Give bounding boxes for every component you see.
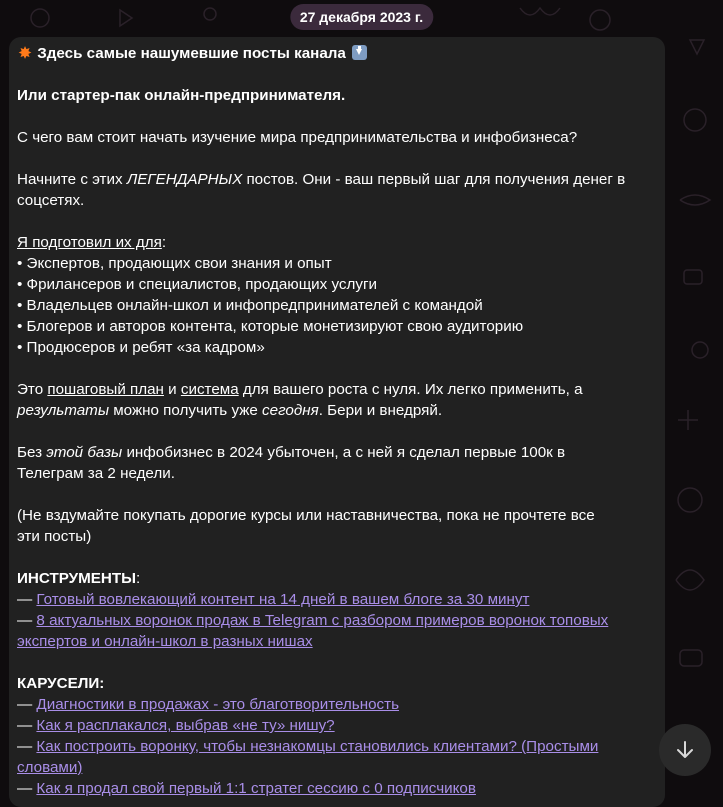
list-item: • Фрилансеров и специалистов, продающих услуги <box>17 276 377 293</box>
carousel-link-niche[interactable]: Как я расплакался, выбрав «не ту» нишу? <box>36 717 335 734</box>
warning-paragraph: (Не вздумайте покупать дорогие курсы или наставничества, пока не прочтете все эти посты) <box>17 507 595 545</box>
collision-emoji-icon: ✸ <box>18 45 32 62</box>
plan-paragraph: Это пошаговый план и система для вашего роста с нуля. Их легко применить, а результаты можно получить уже сегодня. Бери и внедряй. <box>17 381 583 419</box>
prepared-for-label: Я подготовил их для <box>17 234 162 251</box>
base-paragraph: Без этой базы инфобизнес в 2024 убыточен, а с ней я сделал первые 100к в Телеграм за 2 недели. <box>17 444 566 482</box>
list-item: • Владельцев онлайн-школ и инфопредпринимателей с командой <box>17 297 483 314</box>
list-item: • Экспертов, продающих свои знания и опыт <box>17 255 332 272</box>
carousel-link-first-session[interactable]: Как я продал свой первый 1:1 стратег сессию с 0 подписчиков <box>36 780 476 797</box>
channel-post-bubble <box>9 37 665 807</box>
audience-list: Я подготовил их для: • Экспертов, продающих свои знания и опыт • Фрилансеров и специалистов, продающих услуги • Владельцев онлайн-школ и инфопредпринимателей с командой • Блогеров и авторов контента, которые монетизируют свою аудиторию • Продюсеров и ребят «за кадром» <box>17 232 657 358</box>
carousels-heading: КАРУСЕЛИ: <box>17 675 105 692</box>
down-arrow-emoji-icon <box>352 45 367 60</box>
list-item: • Блогеров и авторов контента, которые монетизируют свою аудиторию <box>17 318 524 335</box>
tools-section: ИНСТРУМЕНТЫ: — Готовый вовлекающий контент на 14 дней в вашем блоге за 30 минут — 8 актуальных воронок продаж в Telegram с разбором примеров воронок топовых экспертов и онлайн-школ в разных нишах <box>17 570 609 650</box>
arrow-down-icon <box>674 739 696 761</box>
post-question: С чего вам стоит начать изучение мира предпринимательства и инфобизнеса? <box>17 129 578 146</box>
start-paragraph: Начните с этих ЛЕГЕНДАРНЫХ постов. Они - ваш первый шаг для получения денег в соцсетях. <box>17 171 626 209</box>
date-separator: 27 декабря 2023 г. <box>290 4 433 30</box>
carousel-link-diagnostics[interactable]: Диагностики в продажах - это благотворительность <box>36 696 400 713</box>
scroll-to-bottom-button[interactable] <box>659 724 711 776</box>
carousel-link-funnel-cont[interactable]: словами) <box>17 759 83 776</box>
post-headline: Здесь самые нашумевшие посты канала <box>37 45 346 62</box>
tools-heading: ИНСТРУМЕНТЫ <box>17 570 137 587</box>
tools-link-funnels[interactable]: 8 актуальных воронок продаж в Telegram с разбором примеров воронок топовых <box>36 612 609 629</box>
tools-link-content[interactable]: Готовый вовлекающий контент на 14 дней в вашем блоге за 30 минут <box>36 591 530 608</box>
post-subtitle: Или стартер-пак онлайн-предпринимателя. <box>17 87 346 104</box>
carousels-section: КАРУСЕЛИ: — Диагностики в продажах - это благотворительность — Как я расплакался, выбрав «не ту» нишу? — Как построить воронку, чтобы незнакомцы становились клиентами? (Простыми словами) — Как я продал свой первый 1:1 стратег сессию с 0 подписчиков <box>17 673 657 799</box>
list-item: • Продюсеров и ребят «за кадром» <box>17 339 265 356</box>
tools-link-funnels-cont[interactable]: экспертов и онлайн-школ в разных нишах <box>17 633 313 650</box>
carousel-link-funnel[interactable]: Как построить воронку, чтобы незнакомцы становились клиентами? (Простыми <box>36 738 599 755</box>
